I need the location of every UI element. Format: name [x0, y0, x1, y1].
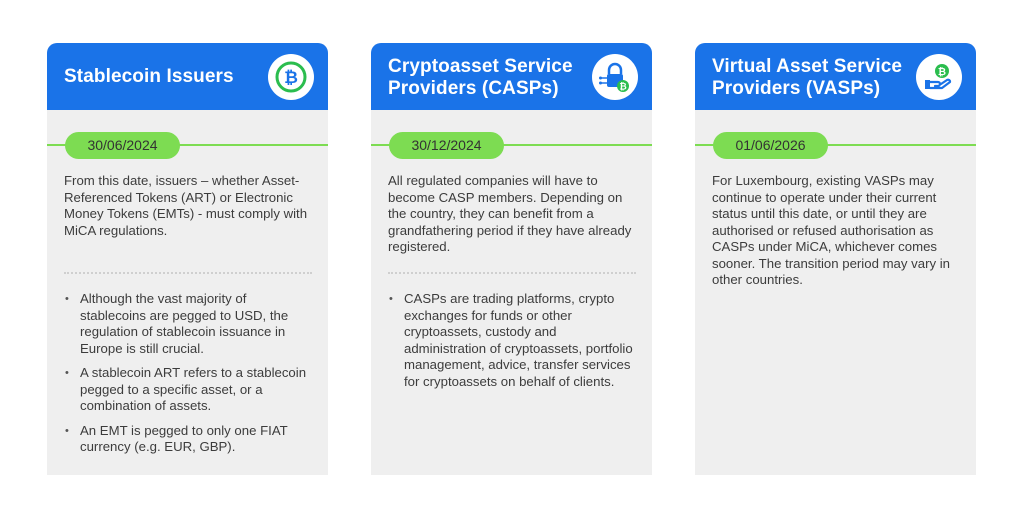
list-item: • An EMT is pegged to only one FIAT currency (e.g. EUR, GBP). [64, 423, 314, 456]
dotted-divider [388, 272, 636, 274]
intro-text: All regulated companies will have to become CASP members. Depending on the country, they can benefit from a grandfathering period if they have already registered. [388, 173, 632, 254]
bitcoin-icon [268, 54, 314, 100]
date-badge: 30/06/2024 [65, 132, 180, 159]
list-item: • A stablecoin ART refers to a stablecoin pegged to a specific asset, or a combination of assets. [64, 365, 314, 415]
card-stablecoin-issuers [47, 43, 328, 475]
card-header [47, 43, 328, 110]
svg-text:₿: ₿ [619, 82, 627, 93]
list-item: • CASPs are trading platforms, crypto exchanges for funds or other cryptoassets, custody and administration of cryptoassets, portfolio management, advice, transfer services for cryptoassets on behalf of clients. [388, 291, 638, 390]
date-badge: 30/12/2024 [389, 132, 504, 159]
locked-bitcoin-network-icon [592, 54, 638, 100]
card-casps [371, 43, 652, 475]
intro-text: From this date, issuers – whether Asset-Referenced Tokens (ART) or Electronic Money Tokens (EMTs) - must comply with MiCA regulations. [64, 173, 308, 238]
hand-holding-coin-icon [916, 54, 962, 100]
bullet-list [388, 291, 638, 398]
dotted-divider [64, 272, 312, 274]
card-vasps [695, 43, 976, 475]
card-title: Stablecoin Issuers [64, 66, 234, 87]
card-title: Virtual Asset Service Providers (VASPs) [712, 56, 903, 99]
card-header [371, 43, 652, 110]
svg-text:₿: ₿ [284, 68, 298, 88]
card-header [695, 43, 976, 110]
svg-text:₿: ₿ [937, 67, 947, 78]
card-title: Cryptoasset Service Providers (CASPs) [388, 56, 573, 99]
list-item: • Although the vast majority of stablecoins are pegged to USD, the regulation of stablecoin issuance in Europe is still crucial. [64, 291, 314, 357]
date-badge: 01/06/2026 [713, 132, 828, 159]
bullet-list [64, 291, 314, 464]
intro-text: For Luxembourg, existing VASPs may continue to operate under their current status until this date, or until they are authorised or refused authorisation as CASPs under MiCA, whichever comes sooner. The transition period may vary in other countries. [712, 173, 950, 287]
